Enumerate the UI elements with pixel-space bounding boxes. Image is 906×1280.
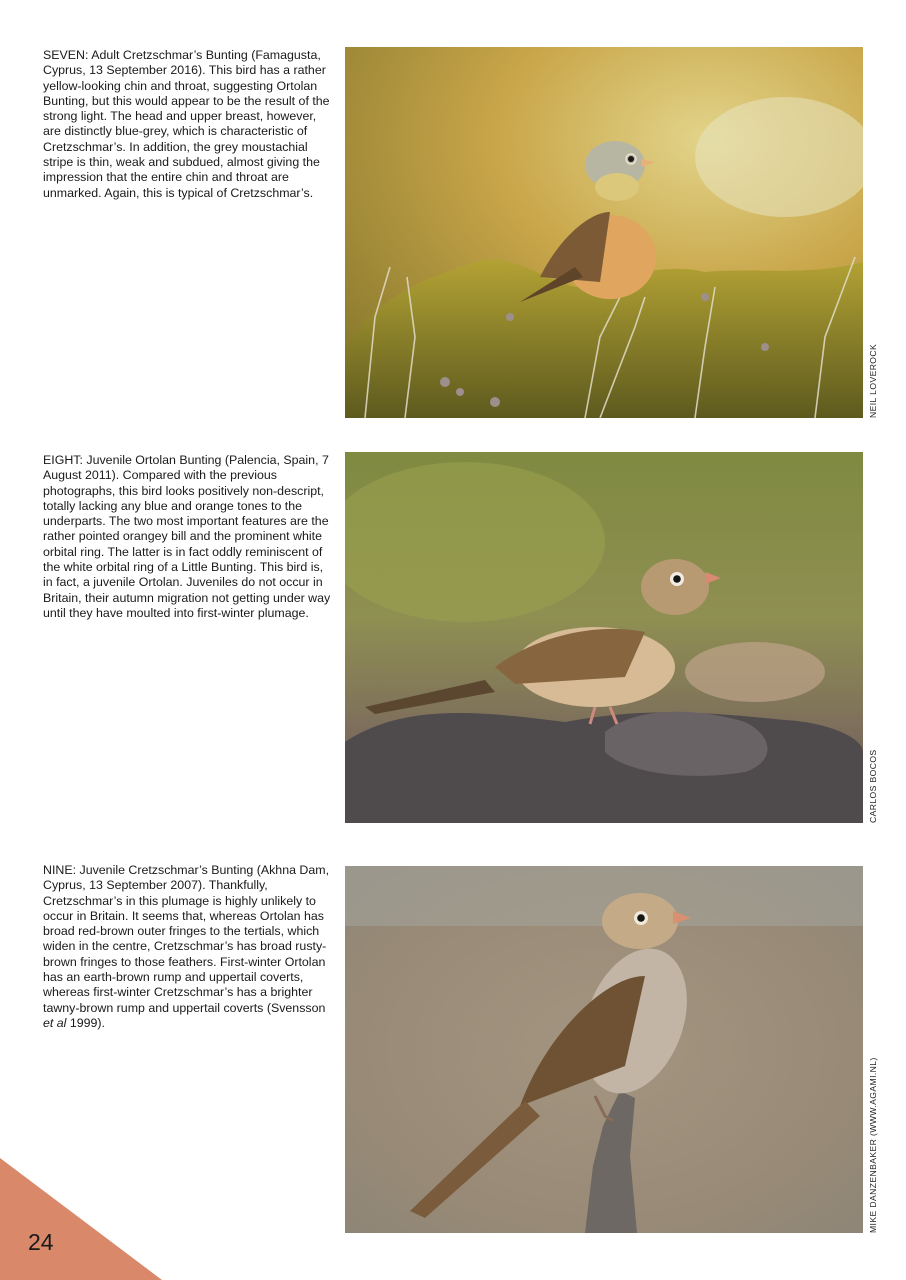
corner-decoration — [0, 1158, 162, 1280]
caption-text: Adult Cretzschmar’s Bunting (Famagusta, Cyprus, 13 September 2016). This bird has a rather yellow-looking chin and throat, suggesting Ortolan Bunting, but this would appear to be the result of the strong light. The head and upper breast, however, are distinctly blue-grey, which is characteristic of Cretzschmar’s. In addition, the grey moustachial stripe is thin, weak and subdued, almost giving the impression that the entire chin and throat are unmarked. Again, this is typical of Cretzschmar’s. — [43, 48, 330, 200]
photo-credit: MIKE DANZENBAKER (WWW.AGAMI.NL) — [868, 1057, 878, 1233]
caption-text: Juvenile Cretzschmar’s Bunting (Akhna Dam, Cyprus, 13 September 2007). Thankfully, Cretzschmar’s in this plumage is highly unlikely to occur in Britain. It seems that, whereas Ortolan has broad red-brown outer fringes to the tertials, which widen in the centre, Cretzschmar’s has broad rusty-brown fringes to those feathers. First-winter Ortolan has an earth-brown rump and uppertail coverts, whereas first-winter Cretzschmar’s has a brighter tawny-brown rump and uppertail coverts (Svensson — [43, 863, 330, 1015]
caption-label: SEVEN: — [43, 48, 89, 62]
photo-adult-cretzschmars-bunting — [345, 47, 863, 418]
caption-label: NINE: — [43, 863, 77, 877]
caption-text: Juvenile Ortolan Bunting (Palencia, Spain, 7 August 2011). Compared with the previous photographs, this bird looks positively non-descript, totally lacking any blue and orange tones to the underparts. The two most important features are the rather pointed orangey bill and the prominent white orbital ring. The latter is in fact oddly reminiscent of the white orbital ring of a Little Bunting. This bird is, in fact, a juvenile Ortolan. Juveniles do not occur in Britain, their autumn migration not getting under way until they have moulted into first-winter plumage. — [43, 453, 331, 620]
photo-credit: NEIL LOVEROCK — [868, 343, 878, 418]
caption-eight — [43, 453, 336, 621]
page-number: 24 — [28, 1229, 54, 1255]
caption-label: EIGHT: — [43, 453, 83, 467]
caption-nine — [43, 863, 336, 1031]
caption-text-italic: et al — [43, 1015, 67, 1030]
caption-text-end: 1999). — [66, 1015, 105, 1030]
photo-juvenile-ortolan-bunting — [345, 452, 863, 823]
photo-juvenile-cretzschmars-bunting — [345, 866, 863, 1233]
photo-credit: CARLOS BOCOS — [868, 749, 878, 823]
caption-seven — [43, 48, 336, 201]
